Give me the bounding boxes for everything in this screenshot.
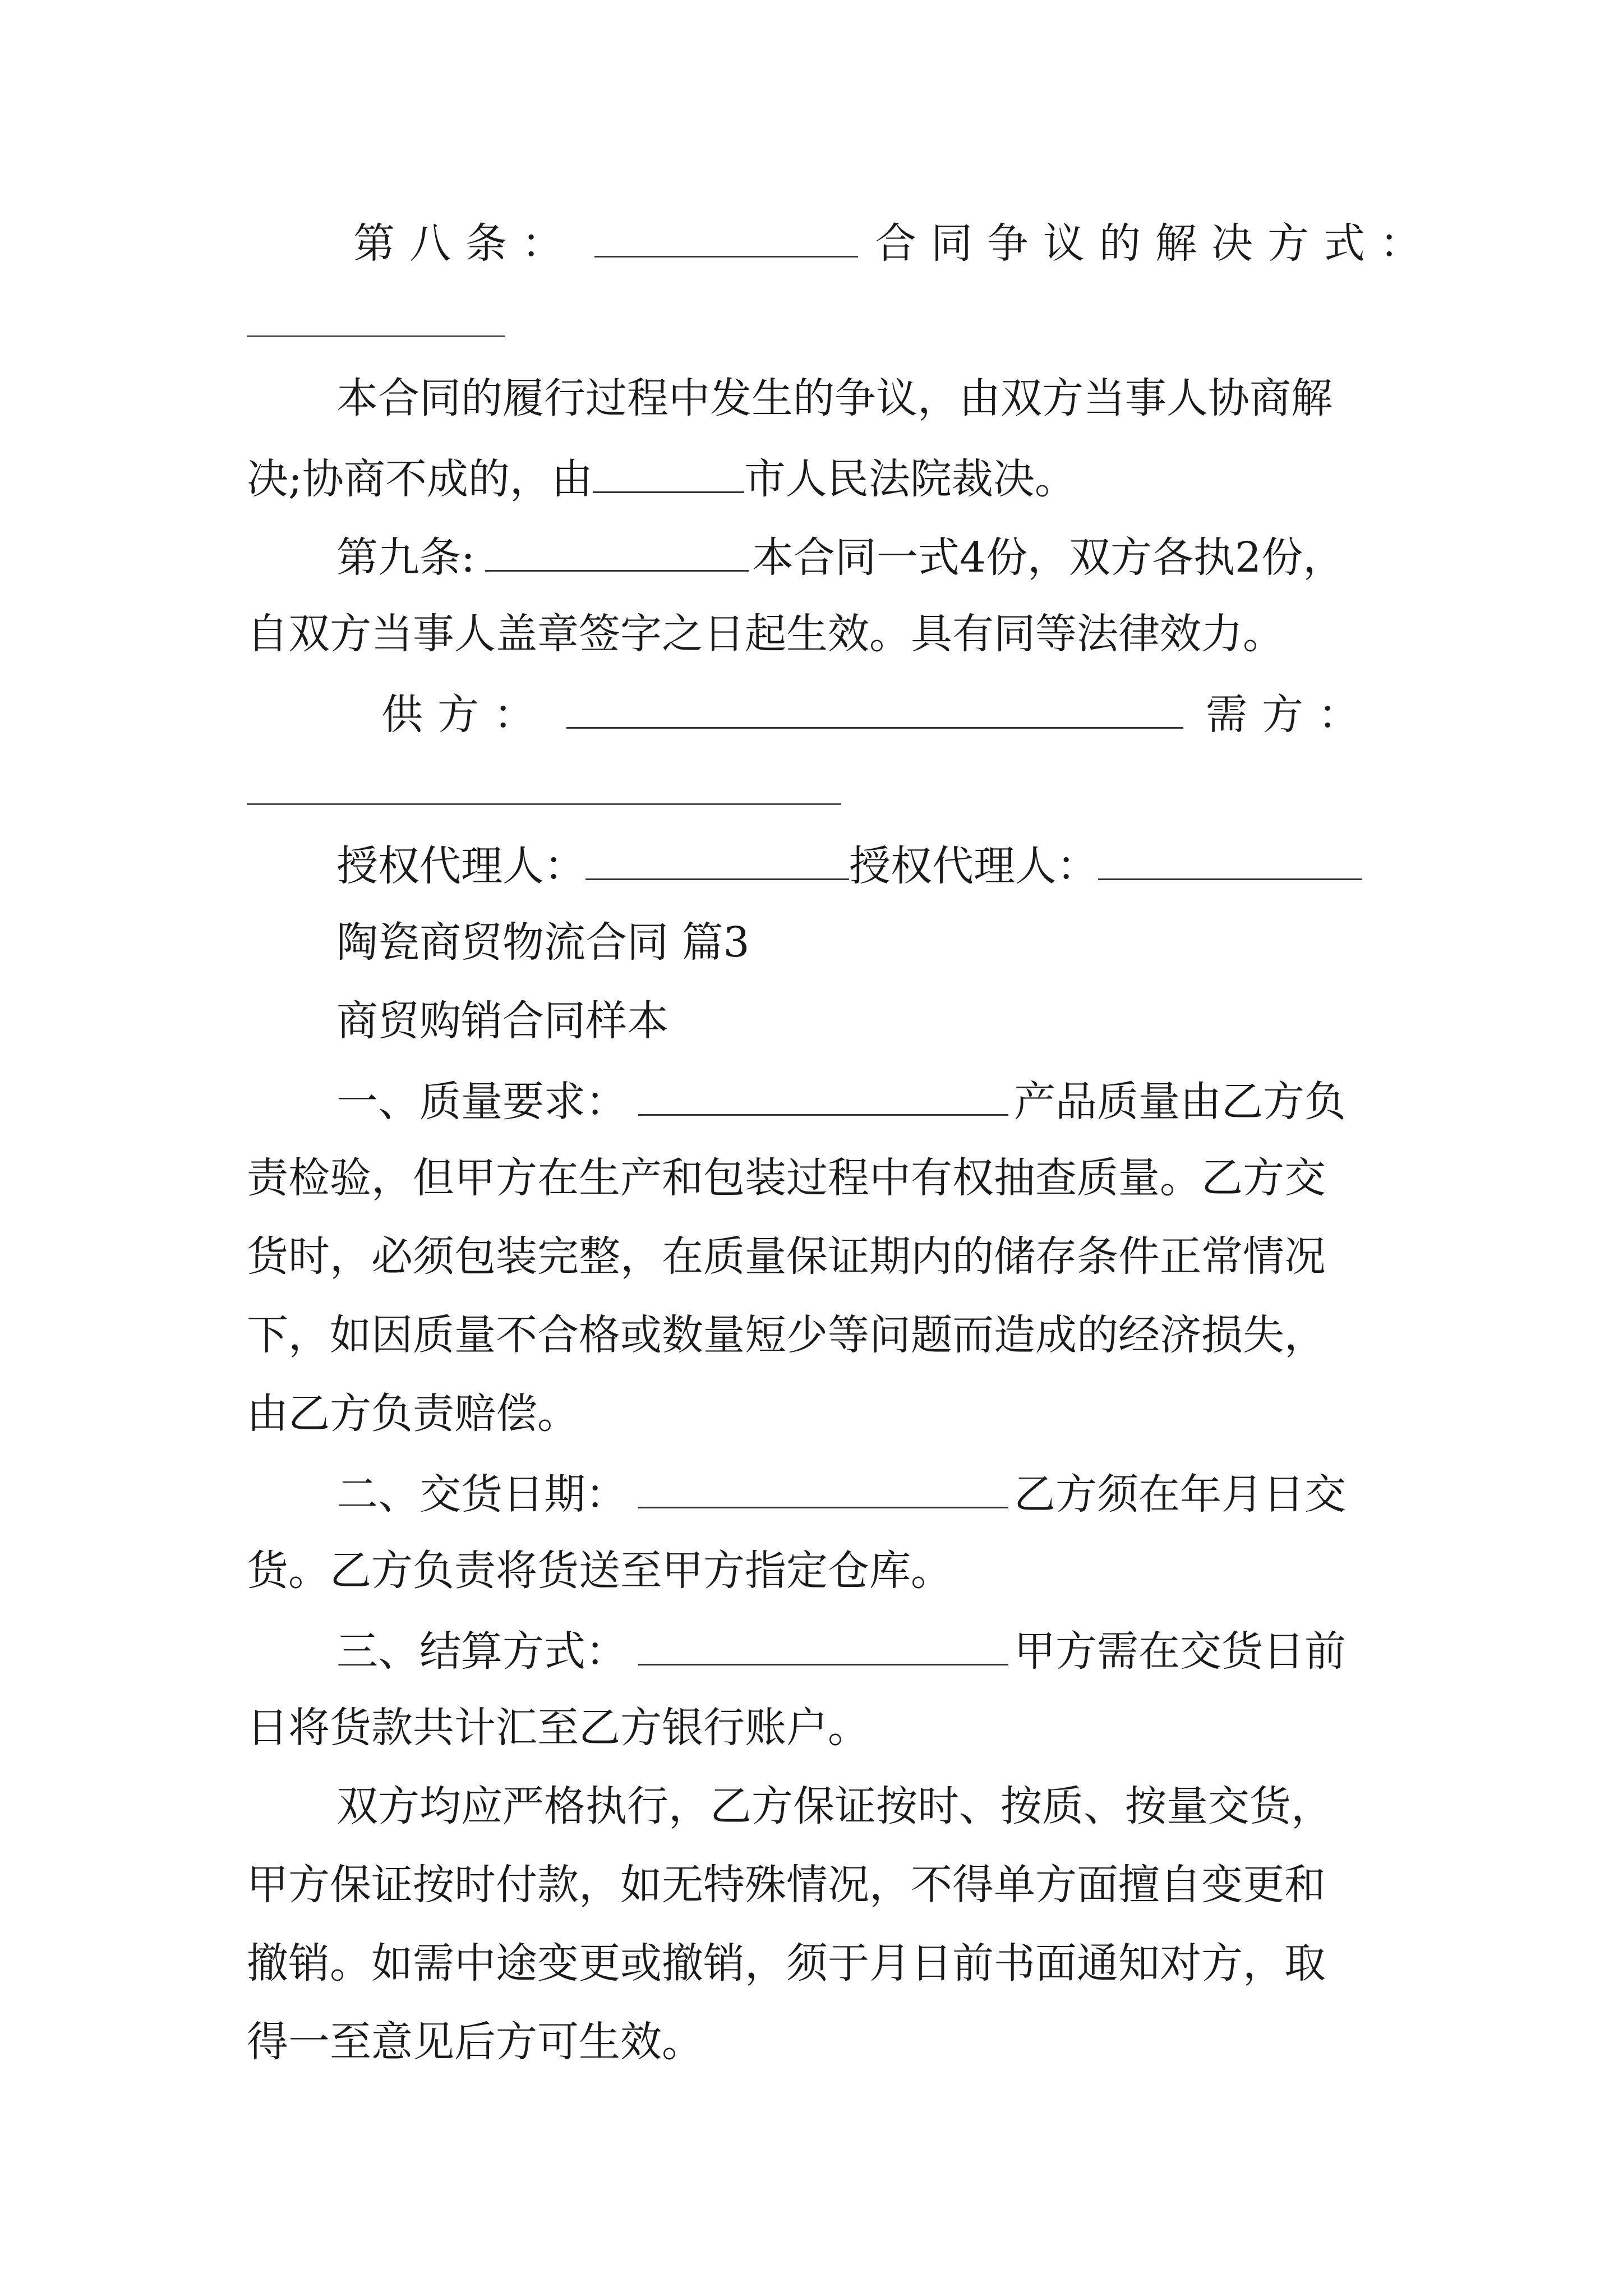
clause1-label: 一、质量要求： — [336, 1078, 627, 1126]
supplier-label: 供方： — [381, 691, 550, 739]
article9-line2: 自双方当事人盖章签字之日起生效。具有同等法律效力。 — [247, 610, 1284, 658]
article9-line1 — [336, 527, 1344, 586]
clause2-line2: 货。乙方负责将货送至甲方指定仓库。 — [247, 1547, 952, 1595]
article8-body-line2-b: 市人民法院裁决。 — [744, 455, 1076, 503]
article8-blank-continued — [247, 335, 505, 337]
clause1-line4: 下，如因质量不合格或数量短少等问题而造成的经济损失， — [247, 1311, 1326, 1359]
court-city-blank — [593, 449, 744, 493]
clause2-blank — [638, 1464, 1008, 1508]
clause1-blank — [638, 1071, 1008, 1116]
buyer-label: 需方： — [1206, 691, 1374, 739]
closing-line3: 撤销。如需中途变更或撤销，须于月日前书面通知对方，取 — [247, 1939, 1326, 1987]
agent-label-buyer: 授权代理人： — [849, 842, 1098, 890]
article8-prefix: 第八条： — [353, 219, 578, 268]
agent-line — [336, 836, 1362, 894]
sample-title: 商贸购销合同样本 — [336, 997, 668, 1045]
article9-line1-text: 本合同一式4份，双方各执2份， — [751, 533, 1345, 582]
supplier-blank — [566, 684, 1183, 729]
article8-title: 合同争议的解决方式： — [875, 219, 1436, 268]
closing-line2: 甲方保证按时付款，如无特殊情况，不得单方面擅自变更和 — [247, 1861, 1326, 1909]
article8-heading — [353, 213, 1436, 272]
clause1-line1-text: 产品质量由乙方负 — [1014, 1078, 1346, 1126]
clause2-label: 二、交货日期： — [336, 1470, 627, 1519]
clause1-line2: 责检验，但甲方在生产和包装过程中有权抽查质量。乙方交 — [247, 1154, 1326, 1202]
agent-blank-supplier — [585, 836, 849, 880]
article8-blank — [594, 213, 858, 257]
article9-blank — [485, 527, 749, 572]
clause3-label: 三、结算方式： — [336, 1627, 627, 1676]
article8-body-line2-a: 决;协商不成的，由 — [247, 455, 593, 503]
buyer-blank-continued — [247, 803, 841, 805]
agent-label-supplier: 授权代理人： — [336, 842, 585, 890]
clause1-line5: 由乙方负责赔偿。 — [247, 1389, 579, 1438]
clause3-line1 — [336, 1621, 1346, 1680]
parties-line — [381, 684, 1391, 743]
article8-body-line1: 本合同的履行过程中发生的争议，由双方当事人协商解 — [336, 374, 1332, 422]
article8-body-line2 — [247, 449, 1076, 507]
clause3-line2: 日将货款共计汇至乙方银行账户。 — [247, 1704, 869, 1752]
closing-line4: 得一至意见后方可生效。 — [247, 2018, 703, 2066]
agent-blank-buyer — [1098, 836, 1362, 880]
clause2-line1-text: 乙方须在年月日交 — [1014, 1470, 1346, 1519]
clause3-blank — [638, 1621, 1008, 1665]
clause1-line3: 货时，必须包装完整，在质量保证期内的储存条件正常情况 — [247, 1232, 1326, 1281]
clause3-line1-text: 甲方需在交货日前 — [1014, 1627, 1346, 1676]
closing-line1: 双方均应严格执行，乙方保证按时、按质、按量交货， — [336, 1782, 1332, 1830]
clause2-line1 — [336, 1464, 1346, 1522]
article9-prefix: 第九条: — [336, 533, 475, 582]
section-title: 陶瓷商贸物流合同 篇3 — [336, 918, 750, 967]
clause1-line1 — [336, 1071, 1346, 1130]
